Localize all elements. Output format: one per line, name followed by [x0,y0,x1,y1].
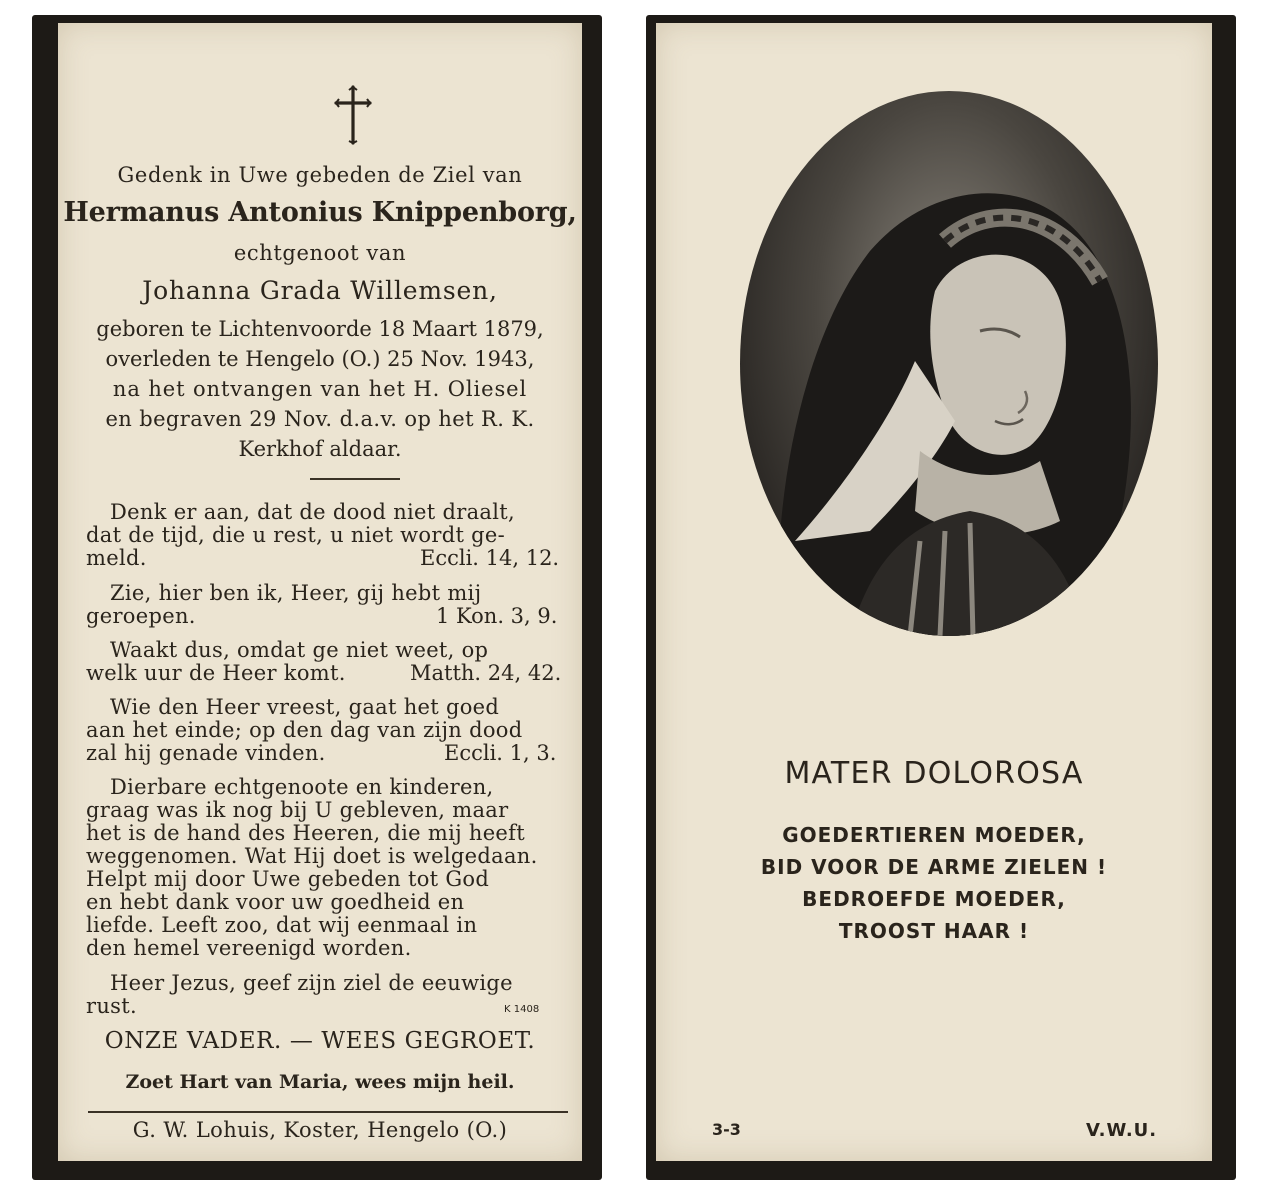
verse-line: Waakt dus, omdat ge niet weet, op [110,638,489,662]
closing-line: Heer Jezus, geef zijn ziel de eeuwige [110,971,513,995]
left-memorial-card [32,15,602,1180]
card-code-right: V.W.U. [1086,1120,1158,1141]
prayer-line: GOEDERTIEREN MOEDER, [782,823,1086,847]
deceased-name: Hermanus Antonius Knippenborg, [63,197,577,228]
right-memorial-card [646,15,1236,1180]
verse-line: zal hij genade vinden. [86,741,326,765]
closing-line: rust. [86,994,137,1018]
printer-credit: G. W. Lohuis, Koster, Hengelo (O.) [132,1118,508,1142]
verse-line: Zie, hier ben ik, Heer, gij hebt mij [110,581,482,605]
prayer-line: ONZE VADER. — WEES GEGROET. [104,1028,536,1054]
verse-line: geroepen. [86,604,196,628]
verse-reference: Eccli. 1, 3. [444,741,557,765]
madonna-illustration [740,91,1158,636]
farewell-line: den hemel vereenigd worden. [86,936,412,960]
print-code: K 1408 [504,1004,540,1015]
cross-icon [330,85,376,145]
prayer-line: BID VOOR DE ARME ZIELEN ! [760,855,1108,879]
farewell-line: weggenomen. Wat Hij doet is welgedaan. [86,844,538,868]
mater-dolorosa-portrait [740,91,1158,636]
verse-line: Wie den Heer vreest, gaat het goed [110,695,500,719]
verse-reference: 1 Kon. 3, 9. [436,604,558,628]
card-title: MATER DOLOROSA [784,756,1084,791]
bio-line: en begraven 29 Nov. d.a.v. op het R. K. [105,407,535,431]
farewell-line: Dierbare echtgenoote en kinderen, [110,775,494,799]
farewell-line: liefde. Leeft zoo, dat wij eenmaal in [86,913,478,937]
bio-line: na het ontvangen van het H. Oliesel [112,377,528,401]
farewell-line: Helpt mij door Uwe gebeden tot God [86,867,490,891]
bio-line: geboren te Lichtenvoorde 18 Maart 1879, [96,317,544,341]
farewell-line: het is de hand des Heeren, die mij heeft [86,821,525,845]
verse-line: aan het einde; op den dag van zijn dood [86,718,523,742]
intro-line: Gedenk in Uwe gebeden de Ziel van [117,163,523,187]
verse-reference: Eccli. 14, 12. [420,546,560,570]
prayer-line: TROOST HAAR ! [838,919,1030,943]
farewell-line: en hebt dank voor uw goedheid en [86,890,465,914]
spouse-name: Johanna Grada Willemsen, [142,276,498,305]
verse-line: welk uur de Heer komt. [86,661,346,685]
verse-line: dat de tijd, die u rest, u niet wordt ge- [86,523,506,547]
verse-line: Denk er aan, dat de dood niet draalt, [110,500,515,524]
left-card-paper [58,23,582,1161]
right-card-paper [656,23,1212,1161]
invocation-line: Zoet Hart van Maria, wees mijn heil. [125,1071,515,1093]
farewell-line: graag was ik nog bij U gebleven, maar [86,798,509,822]
verse-line: meld. [86,546,147,570]
prayer-line: BEDROEFDE MOEDER, [802,887,1066,911]
verse-reference: Matth. 24, 42. [410,661,562,685]
footer-rule [88,1111,568,1113]
spouse-intro: echtgenoot van [233,241,407,265]
bio-line: overleden te Hengelo (O.) 25 Nov. 1943, [105,347,535,371]
card-code-left: 3-3 [712,1120,741,1139]
separator-rule [310,478,400,480]
bio-line: Kerkhof aldaar. [238,437,402,461]
